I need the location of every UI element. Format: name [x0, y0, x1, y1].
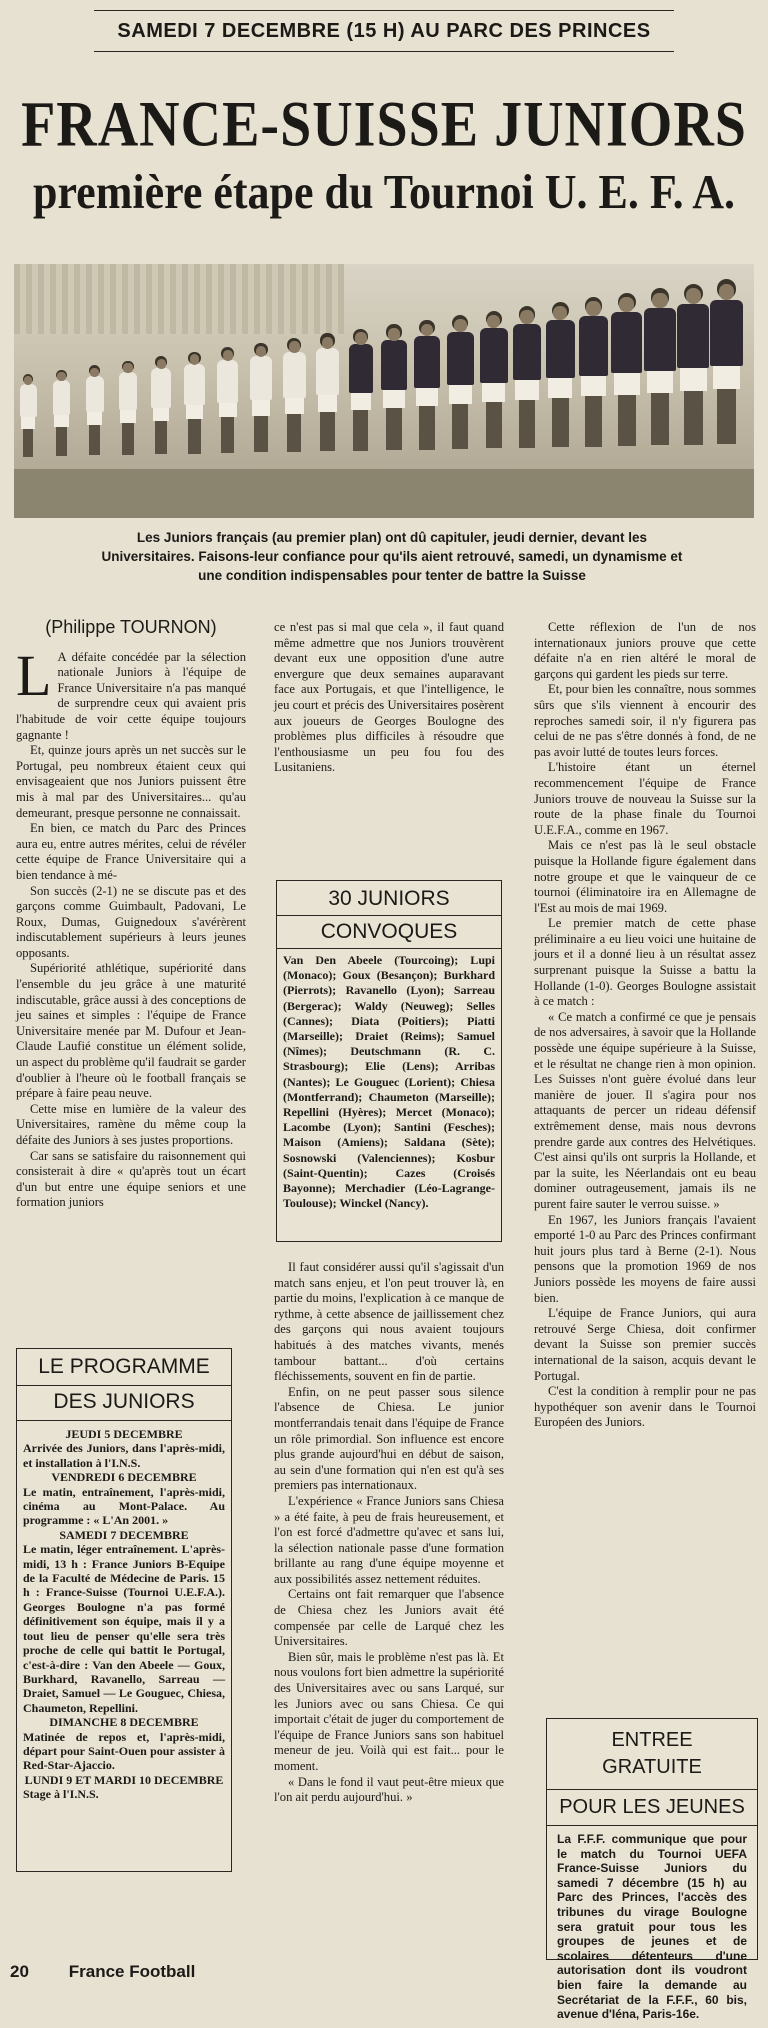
french-player-figure: [414, 320, 440, 450]
article-paragraph: Supériorité athlétique, supériorité dans l'ensemble du jeu grâce à une maturité indiscutable, grâce aussi à des conceptions de jeu saines et simples : l'équipe de France Universitaire menée par M. Dufour et Jean-Claude Laufié constitue un élément solide, un aspect du problème qu'il faudrait se garder d'oublier à l'heure où le football français se prépare à faire peau neuve.: [16, 961, 246, 1101]
article-paragraph: L'équipe de France Juniors, qui aura retrouvé Serge Chiesa, doit confirmer devant la Suisse son premier succès international de la saison, acquis devant le Portugal.: [534, 1306, 756, 1383]
programme-header-2: DES JUNIORS: [17, 1386, 231, 1421]
swiss-player-figure: [53, 370, 70, 456]
article-column-2: [274, 620, 504, 776]
programme-text: Le matin, entraînement, l'après-midi, cinéma au Mont-Palace. Au programme : « L'An 2001. »: [23, 1484, 225, 1528]
subheadline: première étape du Tournoi U. E. F. A.: [32, 165, 736, 219]
french-player-figure: [381, 324, 406, 450]
page-footer: [10, 1962, 750, 1982]
programme-day: SAMEDI 7 DECEMBRE: [59, 1527, 189, 1542]
french-player-figure: [644, 288, 675, 445]
programme-list: [17, 1421, 231, 1808]
article-paragraph: Cette réflexion de l'un de nos internationaux juniors prouve que cette défaite n'a en rien altéré le moral de garçons qui gardent les pieds sur terre.: [534, 620, 756, 681]
headline: FRANCE-SUISSE JUNIORS: [21, 89, 747, 161]
programme-header-1: LE PROGRAMME: [17, 1349, 231, 1386]
swiss-player-figure: [283, 338, 306, 452]
page-number: 20: [10, 1962, 29, 1981]
article-paragraph: Enfin, on ne peut passer sous silence l'absence de Chiesa. Le junior montferrandais tenait dans l'équipe de France un rôle primordial. Son influence est encore plus grande aujourd'hui en début de saison, au sein d'une formation qui n'en est qu'à ses premiers pas internationaux.: [274, 1384, 504, 1493]
programme-day: DIMANCHE 8 DECEMBRE: [49, 1715, 199, 1730]
article-paragraph: ce n'est pas si mal que cela », il faut quand même admettre que nos Juniors trouvèrent devant eux une opposition d'une autre envergure que deux semaines auparavant face aux Portugais, et que l'intelligence, le jeu court et précis des Universitaires posèrent aux joueurs de Georges Boulogne des problèmes plus difficiles à résoudre que l'enthousiasme un peu fou fou des Lusitaniens.: [274, 620, 504, 775]
french-player-figure: [546, 302, 575, 447]
french-player-figure: [447, 315, 474, 449]
photo-ground: [14, 469, 754, 518]
publication-name: France Football: [68, 1962, 196, 1981]
photo-stand: [14, 264, 344, 334]
entree-header-2: GRATUITE: [547, 1752, 757, 1790]
article-paragraph: L'histoire étant un éternel recommencement l'équipe de France Juniors trouve de nouveau la Suisse sur la route de la phase finale du Tournoi U.E.F.A., comme en 1967.: [534, 760, 756, 837]
article-paragraph: C'est la condition à remplir pour ne pas hypothéquer son avenir dans le Tournoi Européen des Juniors.: [534, 1384, 756, 1430]
newspaper-page: [6, 0, 762, 2022]
article-paragraph: En bien, ce match du Parc des Princes aura eu, entre autres mérites, celui de révéler cette équipe de France Universitaire qui a bien tendance à mé-: [16, 821, 246, 882]
french-player-figure: [579, 297, 609, 446]
article-paragraph: « Dans le fond il vaut peut-être mieux que l'on ait perdu aujourd'hui. »: [274, 1774, 504, 1805]
article-paragraph: Son succès (2-1) ne se discute pas et des garçons comme Guimbault, Padovani, Le Roux, Dumas, Guignedoux s'avérèrent indiscutablement supérieurs à leurs jeunes opposants.: [16, 883, 246, 960]
swiss-player-figure: [119, 361, 138, 455]
article-paragraph: Il faut considérer aussi qu'il s'agissait d'un match sans enjeu, et l'on peut trouver là, en partie du moins, l'explication à ce manque de rythme, à cette absence de jaillissement chez des garçons qui nous avaient toujours habitués à des matches vivants, menés tambour battant... d'où certains fléchissements, souvent en fin de partie.: [274, 1260, 504, 1384]
article-column-3: [534, 620, 756, 1431]
article-paragraph: L'expérience « France Juniors sans Chiesa » a été faite, à peu de frais heureusement, et l'on est forcé d'admettre qu'avec et sans lui, la sélection nationale passe d'une formation brillante au rang d'une équipe moyenne et aux possibilités assez nettement réduites.: [274, 1493, 504, 1586]
byline: (Philippe TOURNON): [45, 617, 217, 637]
french-player-figure: [710, 279, 743, 444]
french-player-figure: [513, 306, 541, 447]
convoques-list: Van Den Abeele (Tourcoing); Lupi (Monaco); Goux (Besançon); Burkhard (Pierrots); Ravanello (Lyon); Sarreau (Bergerac); Waldy (Neuweg); Selles (Cannes); Diata (Poitiers); Piatti (Marseille); Draiet (Reims); Samuel (Nîmes); Deutschmann (R. C. Strasbourg); Elie (Lens); Arribas (Nantes); Le Gouguec (Lorient); Chiesa (Montferrand); Chaumeton (Marseille); Repellini (Hyères); Mercet (Monaco); Lacombe (Lyon); Santini (Fesches); Maison (Amiens); Saldana (Sète); Sosnowski (Valenciennes); Kosbur (Saint-Quentin); Cazes (Croisés Bayonne); Merchadier (Léo-Lagrange-Toulouse); Winckel (Nancy).: [283, 953, 495, 1211]
article-paragraph: Le premier match de cette phase préliminaire a eu lieu voici une huitaine de jours et il a donné lieu à un résultat assez surprenant puisque la Suisse a battu la Hollande (1-0). Georges Boulogne assistait à ce match :: [534, 916, 756, 1009]
article-paragraph: En 1967, les Juniors français l'avaient emporté 1-0 au Parc des Princes confirmant huit jours plus tard à Berne (2-1). Nous pensons que la promotion 1969 de nos Juniors possède les moyens de faire aussi bien.: [534, 1212, 756, 1305]
programme-text: Arrivée des Juniors, dans l'après-midi, et installation à l'I.N.S.: [23, 1441, 225, 1470]
convoques-header-1: 30 JUNIORS: [277, 881, 501, 916]
french-player-figure: [349, 329, 373, 451]
swiss-player-figure: [217, 347, 238, 453]
entree-header-3: POUR LES JEUNES: [547, 1790, 757, 1826]
swiss-player-figure: [316, 333, 340, 451]
programme-day: VENDREDI 6 DECEMBRE: [51, 1470, 197, 1485]
convoques-box: [276, 880, 502, 1242]
article-paragraph: Cette mise en lumière de la valeur des Universitaires, ramène du même coup la défaite des Juniors à ses justes proportions.: [16, 1101, 246, 1147]
programme-text: Matinée de repos et, l'après-midi, départ pour Saint-Ouen pour assister à Red-Star-Ajaccio.: [23, 1729, 225, 1773]
article-column-2-continued: [274, 1260, 504, 1806]
entree-header-1: ENTREE: [611, 1729, 693, 1751]
article-paragraph: « Ce match a confirmé ce que je pensais de nos adversaires, à savoir que la Hollande possède une équipe supérieure à la Suisse, et le résultat ne change rien à mon opinion. Les Suisses n'ont guère évolué dans leur manière de jouer. Il s'agira pour nos attaquants de percer un rideau défensif extrêmement dense, mais nous devrons prendre garde aux contres des Helvétiques. C'est ainsi qu'ils ont surpris la Hollande, et par la suite, les Néerlandais ont eu beau dominer outrageusement, jamais ils ne purent faire sauter le verrou suisse. »: [534, 1009, 756, 1211]
swiss-player-figure: [20, 374, 37, 457]
swiss-player-figure: [184, 352, 204, 454]
swiss-player-figure: [86, 365, 104, 455]
programme-text: Le matin, léger entraînement. L'après-midi, 13 h : France Juniors B-Equipe de la Faculté de Médecine de Paris. 15 h : France-Suisse (Tournoi U.E.F.A.). Georges Boulogne n'a pas formé définitivement son équipe, mais il y a tout lieu de penser qu'elle sera très proche de celle qui battit le Portugal, c'est-à-dire : Van den Abeele — Goux, Burkhard, Ravanello, Sarreau — Draiet, Samuel — Le Gouguec, Chiesa, Chaumeton, Repellini.: [23, 1542, 225, 1715]
programme-box: [16, 1348, 232, 1872]
article-paragraph: Bien sûr, mais le problème n'est pas là. Et nous voulons fort bien admettre la supériorité des Universitaires avec ou sans Larqué, sur les Juniors avec ou sans Chiesa. Ce qui importait c'était de juger du comportement de l'équipe de France Juniors sans son habituel meneur de jeu. Voilà qui est fait... pour le moment.: [274, 1649, 504, 1773]
team-photo: [14, 264, 754, 518]
article-paragraph: Et, pour bien les connaître, nous sommes sûrs que s'ils viennent à encourir des reproches samedi soir, il n'y figurera pas celui de ne pas s'être donnés à fond, de ne pas avoir lutté de toutes leurs forces.: [534, 682, 756, 759]
entree-gratuite-box: [546, 1718, 758, 2022]
article-paragraph: Et, quinze jours après un net succès sur le Portugal, peu nombreux étaient ceux qui envisageaient que nos Juniors puissent être mis à mal par des Universitaires... qu'au demeurant, presque personne ne connaissait.: [16, 743, 246, 820]
article-paragraph: Mais ce n'est pas là le seul obstacle puisque la Hollande figure également dans notre groupe et que le vainqueur de ce tournoi (éliminatoire ira en Allemagne de l'Est au mois de mai 1969.: [534, 838, 756, 915]
article-paragraph: L A défaite concédée par la sélection nationale Juniors à l'équipe de France Universitaire n'a pas manqué de surprendre ceux qui avaient pris l'habitude de voir cette équipe toujours gagnante !: [16, 642, 246, 742]
programme-day: LUNDI 9 ET MARDI 10 DECEMBRE: [24, 1772, 224, 1787]
photo-caption: Les Juniors français (au premier plan) ont dû capituler, jeudi dernier, devant les Universitaires. Faisons-leur confiance pour qu'ils aient retrouvé, samedi, un dynamisme et une condition indispensables pour tenter de battre la Suisse: [101, 530, 683, 583]
programme-text: Stage à l'I.N.S.: [23, 1787, 99, 1802]
article-paragraph: Certains ont fait remarquer que l'absence de Chiesa chez les Juniors avait été compensée par celle de Larqué chez les Universitaires.: [274, 1587, 504, 1649]
french-player-figure: [611, 293, 642, 446]
swiss-player-figure: [151, 356, 171, 454]
kicker-line: SAMEDI 7 DECEMBRE (15 H) AU PARC DES PRINCES: [94, 10, 674, 52]
convoques-header-2: CONVOQUES: [277, 916, 501, 949]
entree-text: La F.F.F. communique que pour le match du Tournoi UEFA France-Suisse Juniors du samedi 7 décembre (15 h) au Parc des Princes, l'accès des tribunes du virage Boulogne sera gratuit pour tous les groupes de jeunes et de scolaires détenteurs d'une autorisation dont ils voudront bien faire la demande au Secrétariat de la F.F.F., 60 bis, avenue d'Iéna, Paris-16e.: [557, 1832, 747, 2022]
programme-day: JEUDI 5 DECEMBRE: [65, 1427, 183, 1441]
swiss-player-figure: [250, 343, 272, 453]
french-player-figure: [677, 284, 709, 445]
article-column-1: [16, 617, 246, 1211]
article-paragraph: Car sans se satisfaire du raisonnement qui consisterait à dire « qu'après tout un écart d'un but entre une équipe seniors et une formation juniors: [16, 1148, 246, 1210]
dropcap: L: [16, 642, 52, 708]
french-player-figure: [480, 311, 508, 449]
